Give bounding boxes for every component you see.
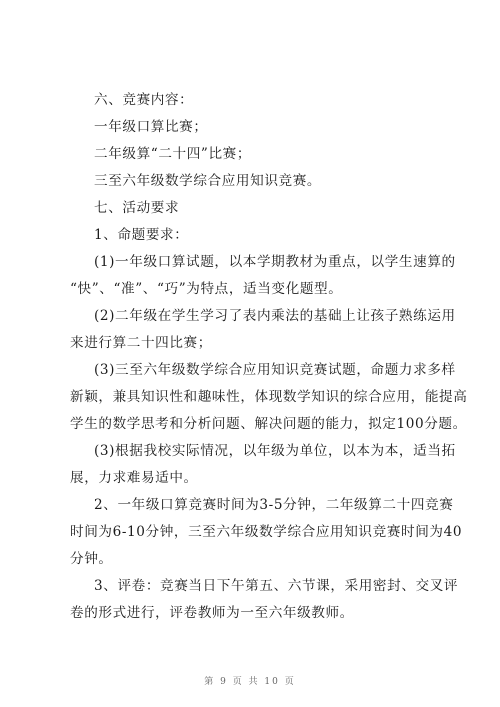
paragraph-line: 来进行算二十四比赛； [70,335,212,351]
paragraph-line: 卷的形式进行，评卷教师为一至六年级教师。 [70,605,354,621]
paragraph-line: 展，力求难易适中。 [70,470,198,486]
paragraph-line: (3)根据我校实际情况，以年级为单位，以本为本，适当拓 [94,443,456,459]
paragraph-line: 2、一年级口算竞赛时间为3-5分钟，二年级算二十四竞赛 [94,497,454,513]
paragraph-line: 分钟。 [70,551,113,567]
paragraph-line: “快”、“准”、“巧”为特点，适当变化题型。 [70,281,343,297]
paragraph-line: 一年级口算比赛； [94,119,208,135]
subheading-question-requirements: 1、命题要求： [94,227,189,243]
page-number-footer: 第 9 页 共 10 页 [204,677,296,687]
paragraph-line: (3)三至六年级数学综合应用知识竞赛试题，命题力求多样 [94,362,456,378]
paragraph-line: 新颖，兼具知识性和趣味性，体现数学知识的综合应用，能提高 [70,389,468,405]
paragraph-line: (1)一年级口算试题，以本学期教材为重点，以学生速算的 [94,254,456,270]
paragraph-line: 时间为6-10分钟，三至六年级数学综合应用知识竞赛时间为40 [70,524,463,540]
paragraph-line: 3、评卷：竞赛当日下午第五、六节课，采用密封、交叉评 [94,578,459,594]
paragraph-line: (2)二年级在学生学习了表内乘法的基础上让孩子熟练运用 [94,308,456,324]
section-heading-competition-content: 六、竞赛内容： [94,92,194,108]
paragraph-line: 三至六年级数学综合应用知识竞赛。 [94,173,322,189]
section-heading-activity-requirements: 七、活动要求 [94,200,180,216]
paragraph-line: 二年级算“二十四”比赛； [94,146,252,162]
paragraph-line: 学生的数学思考和分析问题、解决问题的能力，拟定100分题。 [70,416,467,432]
